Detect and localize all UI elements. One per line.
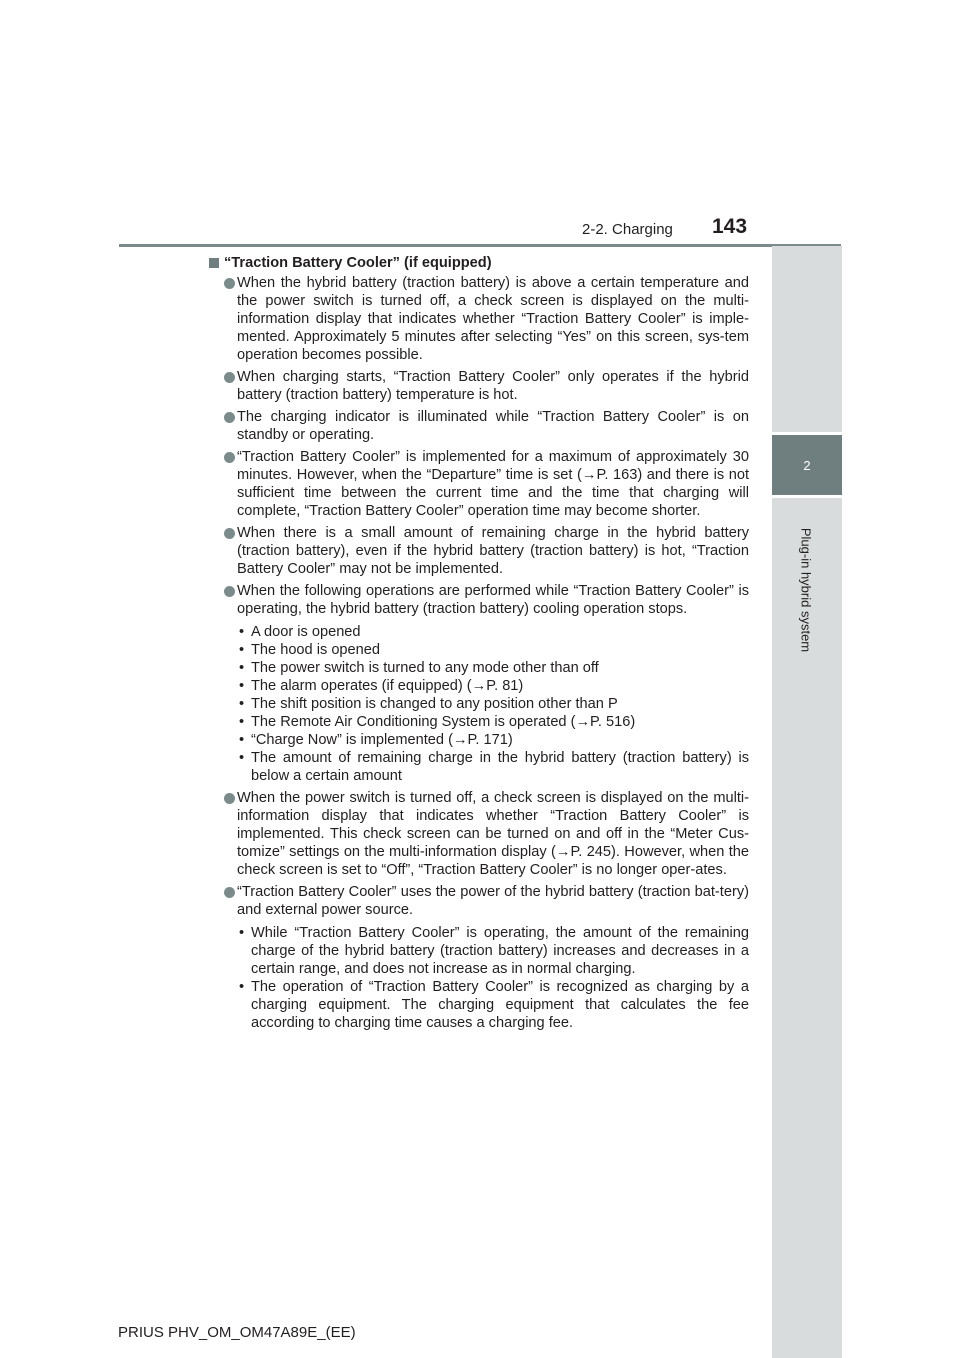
sub-list-text: The alarm operates (if equipped) (→P. 81) xyxy=(251,678,524,694)
footer-doc-code: PRIUS PHV_OM_OM47A89E_(EE) xyxy=(118,1324,356,1341)
sub-list-item: • The operation of “Traction Battery Cooler” is recognized as charging by a charging equipment. The charging equipment that calculates the fee according to charging time causes a charging fee. xyxy=(239,979,749,1031)
side-tab-chapter-title-box xyxy=(773,515,839,665)
sub-list-text: A door is opened xyxy=(251,624,361,640)
bullet-text: When the hybrid battery (traction battery) is above a certain temperature and the power switch is turned off, a check screen is displayed on the multi-information display that indicates whether “Traction Battery Cooler” is imple-mented. Approximately 5 minutes after selecting “Yes” on this screen, sys-tem operation becomes possible. xyxy=(237,275,749,363)
section-heading xyxy=(209,254,749,272)
bullet-text: When there is a small amount of remaining charge in the hybrid battery (traction battery), even if the hybrid battery (traction battery) is hot, “Traction Battery Cooler” may not be implemented. xyxy=(237,525,749,577)
bullet-item xyxy=(209,789,749,879)
page-number: 143 xyxy=(712,215,748,238)
circle-bullet-icon xyxy=(224,586,235,597)
circle-bullet-icon xyxy=(224,793,235,804)
circle-bullet-icon xyxy=(224,278,235,289)
bullet-item xyxy=(209,368,749,404)
circle-bullet-icon xyxy=(224,887,235,898)
circle-bullet-icon xyxy=(224,528,235,539)
sub-list-item: • The amount of remaining charge in the hybrid battery (traction battery) is below a certain amount xyxy=(239,750,749,784)
sub-list-item: • The Remote Air Conditioning System is operated (→P. 516) xyxy=(239,714,636,730)
sub-list-text: The power switch is turned to any mode other than off xyxy=(251,660,599,676)
circle-bullet-icon xyxy=(224,412,235,423)
sub-list-item: • The power switch is turned to any mode other than off xyxy=(239,660,599,676)
main-content xyxy=(209,254,749,1036)
sub-list-text: While “Traction Battery Cooler” is operating, the amount of the remaining charge of the hybrid battery (traction battery) increases and decreases in a certain range, and does not increase as in normal charging. xyxy=(251,925,749,977)
circle-bullet-icon xyxy=(224,372,235,383)
bullet-text: When the following operations are performed while “Traction Battery Cooler” is operating, the hybrid battery (traction battery) cooling operation stops. xyxy=(237,583,749,617)
bullet-text: The charging indicator is illuminated while “Traction Battery Cooler” is on standby or operating. xyxy=(237,409,749,443)
bullet-item xyxy=(209,408,749,444)
bullet-item xyxy=(209,448,749,520)
sub-list-item: • “Charge Now” is implemented (→P. 171) xyxy=(239,732,513,748)
bullet-item xyxy=(209,274,749,364)
sub-list-power-usage xyxy=(209,924,749,1032)
sub-list-text: The amount of remaining charge in the hybrid battery (traction battery) is below a certain amount xyxy=(251,750,749,784)
bullet-text: “Traction Battery Cooler” uses the power of the hybrid battery (traction bat-tery) and external power source. xyxy=(237,884,749,918)
side-tab-chapter-number: 2 xyxy=(772,435,842,495)
circle-bullet-icon xyxy=(224,452,235,463)
bullet-text: When charging starts, “Traction Battery Cooler” only operates if the hybrid battery (traction battery) temperature is hot. xyxy=(237,369,749,403)
sub-list-text: The hood is opened xyxy=(251,642,381,658)
bullet-text: “Traction Battery Cooler” is implemented for a maximum of approximately 30 minutes. However, when the “Departure” time is set (→P. 163) and there is not sufficient time between the current time and the time that charging will complete, “Traction Battery Cooler” operation time may become shorter. xyxy=(237,449,749,519)
header-section-title: 2-2. Charging xyxy=(582,221,673,238)
bullet-item xyxy=(209,582,749,618)
bullet-item xyxy=(209,524,749,578)
bullet-item xyxy=(209,883,749,919)
side-tab-upper-band xyxy=(772,246,842,432)
square-bullet-icon xyxy=(209,258,219,268)
sub-list-text: The shift position is changed to any position other than P xyxy=(251,696,618,712)
sub-list-text: The operation of “Traction Battery Cooler” is recognized as charging by a charging equipment. The charging equipment that calculates the fee according to charging time causes a charging fee. xyxy=(251,979,749,1031)
sub-list-text: “Charge Now” is implemented (→P. 171) xyxy=(251,732,513,748)
sub-list-item: • The shift position is changed to any position other than P xyxy=(239,696,618,712)
header-divider xyxy=(119,244,841,247)
bullet-text: When the power switch is turned off, a check screen is displayed on the multi-information display that indicates whether “Traction Battery Cooler” is implemented. This check screen can be turned on and off in the “Meter Cus-tomize” settings on the multi-information display (→P. 245). However, when the check screen is set to “Off”, “Traction Battery Cooler” is no longer oper-ates. xyxy=(237,790,749,878)
sub-list-item: • While “Traction Battery Cooler” is operating, the amount of the remaining charge of the hybrid battery (traction battery) increases and decreases in a certain range, and does not increase as in normal charging. xyxy=(239,925,749,977)
sub-list-item: • A door is opened xyxy=(239,624,361,640)
sub-list-item: • The hood is opened xyxy=(239,642,381,658)
sub-list-operations xyxy=(209,623,749,785)
sub-list-text: The Remote Air Conditioning System is operated (→P. 516) xyxy=(251,714,636,730)
section-heading-text: “Traction Battery Cooler” (if equipped) xyxy=(224,255,492,271)
side-tab-chapter-title: Plug-in hybrid system xyxy=(798,527,814,653)
sub-list-item: • The alarm operates (if equipped) (→P. 81) xyxy=(239,678,524,694)
